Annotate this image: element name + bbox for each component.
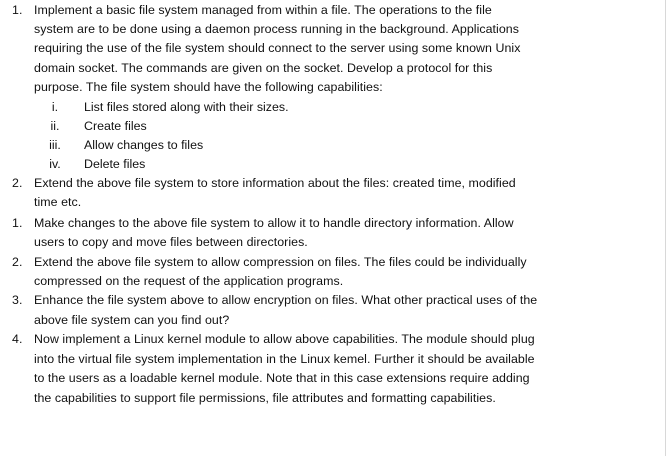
sub-item-text: Delete files [84,156,146,171]
list-item [0,1,600,98]
item-text-line: compressed on the request of the application programs. [34,274,344,289]
item-text-line: the capabilities to support file permissions, file attributes and formatting capabilities. [34,390,496,405]
item-text-line: above file system can you find out? [34,312,230,327]
sub-item-numeral: ii. [50,118,60,133]
sub-item-numeral: iv. [49,156,61,171]
sub-list-item [0,136,600,155]
item-text-line: Make changes to the above file system to allow it to handle directory information. Allow [34,215,514,230]
page-edge-divider [665,0,666,456]
item-text-line: domain socket. The commands are given on the socket. Develop a protocol for this [34,60,493,75]
item-number: 2. [12,175,23,190]
item-text-line: requiring the use of the file system should connect to the server using some known Unix [34,41,521,56]
sub-list-item [0,155,600,174]
item-number: 4. [12,332,23,347]
sub-item-text: Allow changes to files [84,137,204,152]
list-item [0,214,600,253]
list-item [0,291,600,330]
list-item [0,330,600,408]
item-number: 2. [12,254,23,269]
item-text-line: Extend the above file system to store information about the files: created time, modified [34,175,516,190]
sub-list-item [0,117,600,136]
item-text-line: Now implement a Linux kernel module to allow above capabilities. The module should plug [34,332,535,347]
sub-list-item [0,98,600,117]
item-text-line: into the virtual file system implementation in the Linux kemel. Further it should be available [34,351,535,366]
item-text-line: system are to be done using a daemon process running in the background. Applications [34,21,519,36]
item-number: 1. [12,215,23,230]
item-text-line: Enhance the file system above to allow encryption on files. What other practical uses of the [34,293,538,308]
sub-item-text: Create files [84,118,147,133]
sub-item-text: List files stored along with their sizes. [84,99,289,114]
item-text-line: Extend the above file system to allow compression on files. The files could be individually [34,254,527,269]
sub-item-numeral: iii. [49,137,61,152]
item-text-line: to the users as a loadable kernel module. Note that in this case extensions require adding [34,371,530,386]
item-text-line: purpose. The file system should have the following capabilities: [34,80,383,95]
sub-item-numeral: i. [51,99,59,114]
item-text-line: users to copy and move files between directories. [34,235,308,250]
item-number: 1. [12,2,23,17]
item-text-line: Implement a basic file system managed from within a file. The operations to the file [34,2,492,17]
item-text-line: time etc. [34,194,82,209]
item-number: 3. [12,293,23,308]
list-item [0,174,600,213]
list-item [0,253,600,292]
